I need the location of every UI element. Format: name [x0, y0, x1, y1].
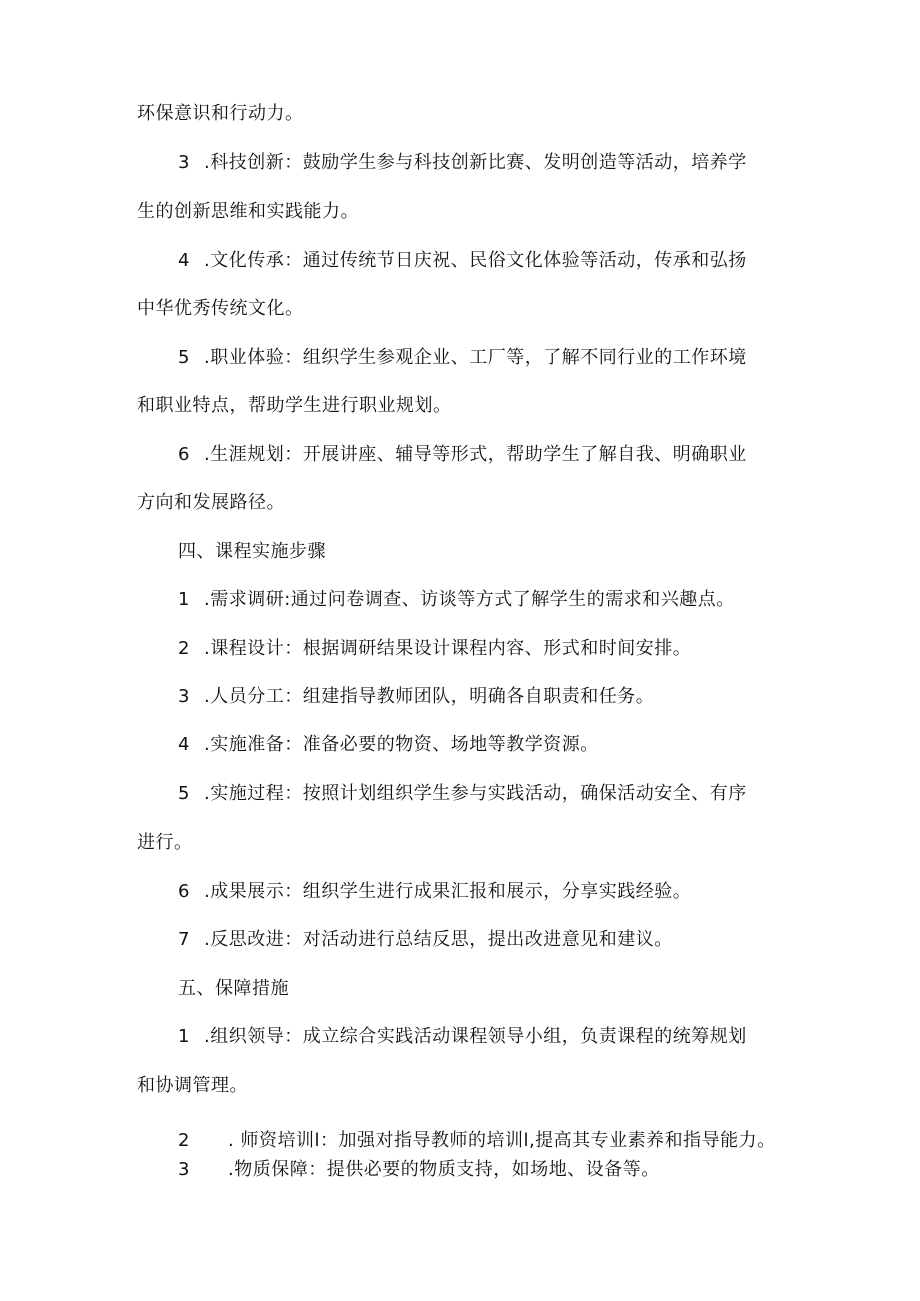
text-line: 和协调管理。 [137, 1075, 248, 1096]
item-text: .反思改进：对活动进行总结反思，提出改进意见和建议。 [204, 929, 673, 950]
item-text: .成果展示：组织学生进行成果汇报和展示，分享实践经验。 [204, 881, 692, 902]
item-number: 4 [178, 734, 190, 755]
text-line: 环保意识和行动力。 [137, 103, 304, 124]
section-heading: 五、保障措施 [178, 978, 289, 999]
item-number: 1 [178, 589, 190, 610]
list-item [178, 927, 673, 953]
item-number: 5 [178, 347, 190, 368]
item-number: 1 [178, 1026, 190, 1047]
list-item [178, 442, 747, 468]
list-item [178, 587, 735, 613]
item-text: .物质保障：提供必要的物质支持，如场地、设备等。 [228, 1159, 660, 1180]
text-line: 进行。 [137, 832, 193, 853]
text-line: 中华优秀传统文化。 [137, 298, 304, 319]
list-item [178, 684, 654, 710]
text-line: 和职业特点，帮助学生进行职业规划。 [137, 395, 452, 416]
text-line: 生的创新思维和实践能力。 [137, 201, 359, 222]
list-item [178, 1128, 776, 1154]
list-item [178, 345, 747, 371]
item-text: .课程设计：根据调研结果设计课程内容、形式和时间安排。 [204, 638, 692, 659]
item-number: 3 [178, 152, 190, 173]
item-number: 2 [178, 1130, 190, 1151]
item-number: 3 [178, 1159, 190, 1180]
list-item [178, 150, 747, 176]
item-number: 2 [178, 638, 190, 659]
item-text: .需求调研:通过问卷调查、访谈等方式了解学生的需求和兴趣点。 [204, 589, 735, 610]
item-number: 6 [178, 881, 190, 902]
item-text: .实施过程：按照计划组织学生参与实践活动，确保活动安全、有序 [204, 783, 747, 804]
item-text: .科技创新：鼓励学生参与科技创新比赛、发明创造等活动，培养学 [204, 152, 747, 173]
item-number: 7 [178, 929, 190, 950]
list-item [178, 1024, 747, 1050]
list-item [178, 636, 691, 662]
list-item [178, 732, 599, 758]
list-item [178, 1157, 660, 1183]
item-text: .组织领导：成立综合实践活动课程领导小组，负责课程的统筹规划 [204, 1026, 747, 1047]
list-item [178, 781, 747, 807]
item-text: .文化传承：通过传统节日庆祝、民俗文化体验等活动，传承和弘扬 [204, 250, 747, 271]
item-number: 5 [178, 783, 190, 804]
item-number: 6 [178, 444, 190, 465]
text-line: 方向和发展路径。 [137, 492, 285, 513]
list-item [178, 879, 691, 905]
item-text: .生涯规划：开展讲座、辅导等形式，帮助学生了解自我、明确职业 [204, 444, 747, 465]
item-text: .人员分工：组建指导教师团队，明确各自职责和任务。 [204, 686, 655, 707]
item-text: . 师资培训l：加强对指导教师的培训l,提高其专业素养和指导能力。 [228, 1130, 776, 1151]
item-text: .职业体验：组织学生参观企业、工厂等，了解不同行业的工作环境 [204, 347, 747, 368]
item-text: .实施准备：准备必要的物资、场地等教学资源。 [204, 734, 599, 755]
item-number: 4 [178, 250, 190, 271]
section-heading: 四、课程实施步骤 [178, 541, 326, 562]
item-number: 3 [178, 686, 190, 707]
list-item [178, 248, 747, 274]
